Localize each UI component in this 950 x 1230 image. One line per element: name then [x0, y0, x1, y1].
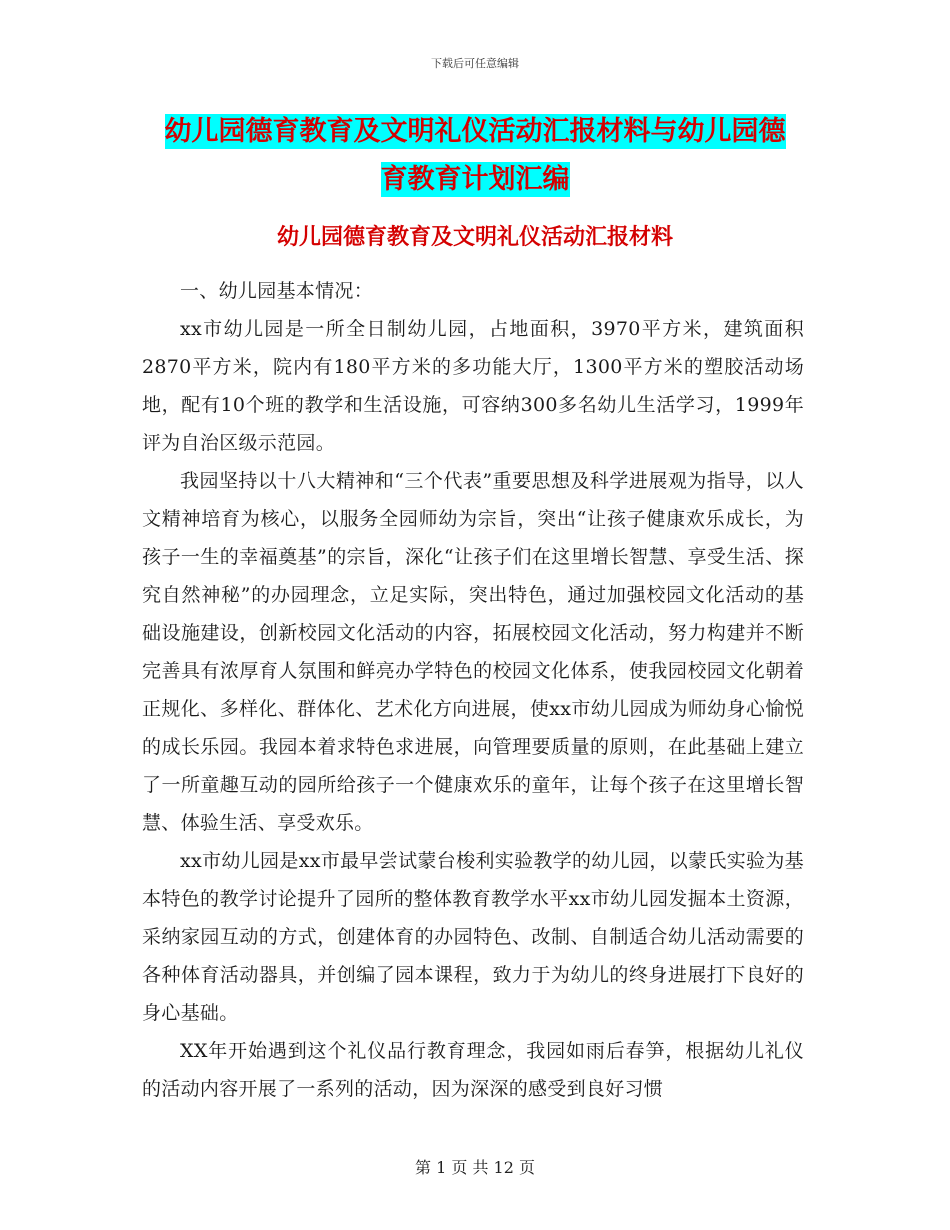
- paragraph: XX年开始遇到这个礼仪品行教育理念，我园如雨后春笋，根据幼儿礼仪的活动内容开展了一系列的活动，因为深深的感受到良好习惯: [142, 1040, 804, 1100]
- paragraph: xx市幼儿园是xx市最早尝试蒙台梭利实验教学的幼儿园，以蒙氏实验为基本特色的教学讨论提升了园所的整体教育教学水平xx市幼儿园发掘本土资源，采纳家园互动的方式，创建体育的办园特色、改制、自制适合幼儿活动需要的各种体育活动器具，并创编了园本课程，致力于为幼儿的终身进展打下良好的身心基础。: [142, 850, 804, 1024]
- paragraph: xx市幼儿园是一所全日制幼儿园，占地面积，3970平方米，建筑面积2870平方米，院内有180平方米的多功能大厅，1300平方米的塑胶活动场地，配有10个班的教学和生活设施，可容纳300多名幼儿生活学习，1999年评为自治区级示范园。: [142, 318, 804, 454]
- document-body: [142, 272, 804, 1108]
- page-number: 第 1 页 共 12 页: [415, 1158, 535, 1177]
- title-line-1: 幼儿园德育教育及文明礼仪活动汇报材料与幼儿园德: [164, 116, 786, 147]
- paragraph: 我园坚持以十八大精神和“三个代表”重要思想及科学进展观为指导，以人文精神培育为核心，以服务全园师幼为宗旨，突出“让孩子健康欢乐成长，为孩子一生的幸福奠基”的宗旨，深化“让孩子们在这里增长智慧、享受生活、探究自然神秘”的办园理念，立足实际，突出特色，通过加强校园文化活动的基础设施建设，创新校园文化活动的内容，拓展校园文化活动，努力构建并不断完善具有浓厚育人氛围和鲜亮办学特色的校园文化体系，使我园校园文化朝着正规化、多样化、群体化、艺术化方向进展，使xx市幼儿园成为师幼身心愉悦的成长乐园。我园本着求特色求进展，向管理要质量的原则，在此基础上建立了一所童趣互动的园所给孩子一个健康欢乐的童年，让每个孩子在这里增长智慧、体验生活、享受欢乐。: [142, 470, 804, 834]
- document-title: [140, 108, 810, 204]
- title-line-2: 育教育计划汇编: [380, 164, 570, 195]
- header-note: 下载后可任意编辑: [431, 57, 519, 70]
- section-heading: 一、幼儿园基本情况：: [180, 280, 374, 302]
- section-title: 幼儿园德育教育及文明礼仪活动汇报材料: [276, 225, 673, 250]
